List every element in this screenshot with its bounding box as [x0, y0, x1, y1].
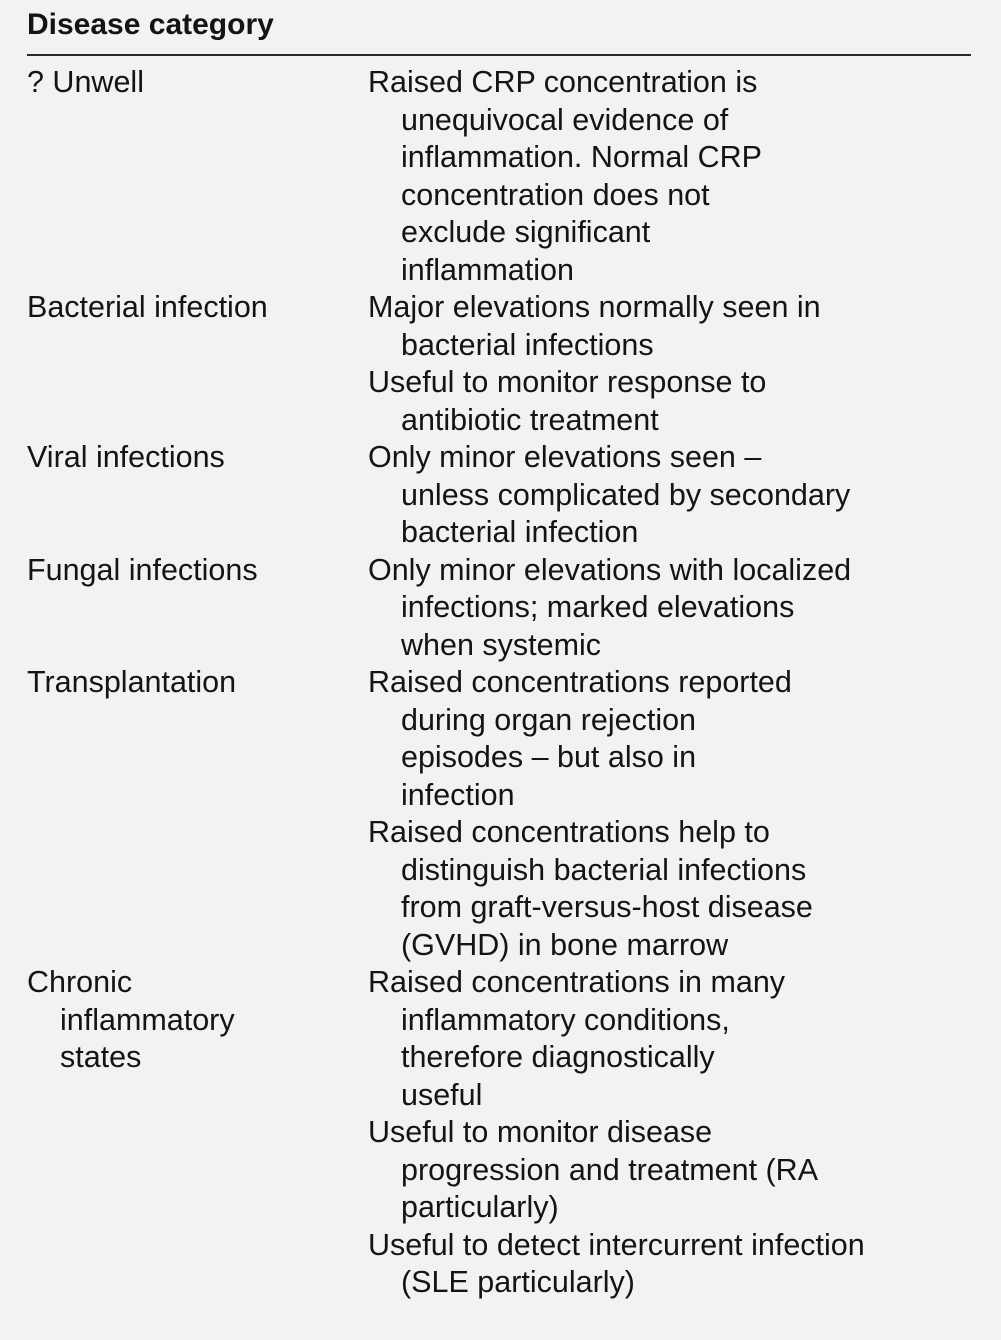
description-line: bacterial infection: [401, 515, 639, 549]
description: [368, 64, 988, 289]
description: [368, 439, 988, 552]
description-line: (GVHD) in bone marrow: [401, 927, 729, 962]
disease-category: [27, 64, 357, 102]
description-line: exclude significant: [401, 215, 651, 249]
description-line: inflammation: [401, 252, 574, 287]
description-line: inflammation. Normal CRP: [401, 140, 763, 174]
description-line: Only minor elevations with localized: [368, 552, 852, 587]
description-paragraph: [368, 439, 988, 552]
description: [368, 552, 988, 665]
description-line: from graft-versus-host disease: [401, 890, 813, 924]
category-line: states: [60, 1040, 142, 1074]
description-line: infection: [401, 777, 515, 812]
description-paragraph: [368, 664, 988, 814]
description-line: Major elevations normally seen in: [368, 290, 821, 324]
description-line: unless complicated by secondary: [401, 477, 851, 512]
description-line: inflammatory conditions,: [401, 1002, 730, 1037]
description-paragraph: [368, 1227, 988, 1302]
category-line: Transplantation: [27, 665, 237, 699]
category-line: inflammatory: [60, 1002, 235, 1037]
category-line: Viral infections: [27, 440, 225, 474]
disease-category: [27, 664, 357, 702]
description-paragraph: [368, 552, 988, 665]
description-line: therefore diagnostically: [401, 1040, 715, 1074]
description-line: episodes – but also in: [401, 740, 697, 774]
description-paragraph: [368, 364, 988, 439]
disease-category: [27, 964, 357, 1077]
description-line: Useful to monitor response to: [368, 365, 767, 399]
description: [368, 664, 988, 964]
description-paragraph: [368, 289, 988, 364]
description-line: Only minor elevations seen –: [368, 440, 762, 474]
description-line: infections; marked elevations: [401, 590, 795, 624]
disease-category: [27, 552, 357, 590]
description-line: Raised concentrations reported: [368, 665, 792, 699]
description-line: concentration does not: [401, 177, 710, 212]
description-line: particularly): [401, 1190, 559, 1224]
description-line: Raised concentrations in many: [368, 965, 786, 999]
category-line: ? Unwell: [27, 65, 144, 99]
description-line: bacterial infections: [401, 327, 654, 362]
description-paragraph: [368, 64, 988, 289]
header-rule: [27, 54, 971, 56]
description-line: Raised concentrations help to: [368, 815, 770, 849]
category-line: Bacterial infection: [27, 290, 268, 324]
description-line: during organ rejection: [401, 702, 697, 737]
description-line: progression and treatment (RA: [401, 1152, 819, 1187]
description-line: antibiotic treatment: [401, 402, 659, 437]
disease-category: [27, 439, 357, 477]
description-paragraph: [368, 964, 988, 1114]
description-paragraph: [368, 814, 988, 964]
category-line: Chronic: [27, 965, 133, 999]
description-line: distinguish bacterial infections: [401, 852, 807, 887]
category-line: Fungal infections: [27, 552, 258, 587]
description-line: Raised CRP concentration is: [368, 65, 758, 99]
description-line: useful: [401, 1077, 483, 1112]
disease-category: [27, 289, 357, 327]
description-paragraph: [368, 1114, 988, 1227]
description-line: Useful to detect intercurrent infection: [368, 1227, 865, 1262]
table-header-disease-category: Disease category: [27, 8, 274, 41]
description: [368, 964, 988, 1302]
description-line: unequivocal evidence of: [401, 102, 729, 137]
description: [368, 289, 988, 439]
description-line: (SLE particularly): [401, 1265, 635, 1299]
description-line: when systemic: [401, 627, 602, 662]
description-line: Useful to monitor disease: [368, 1115, 713, 1149]
